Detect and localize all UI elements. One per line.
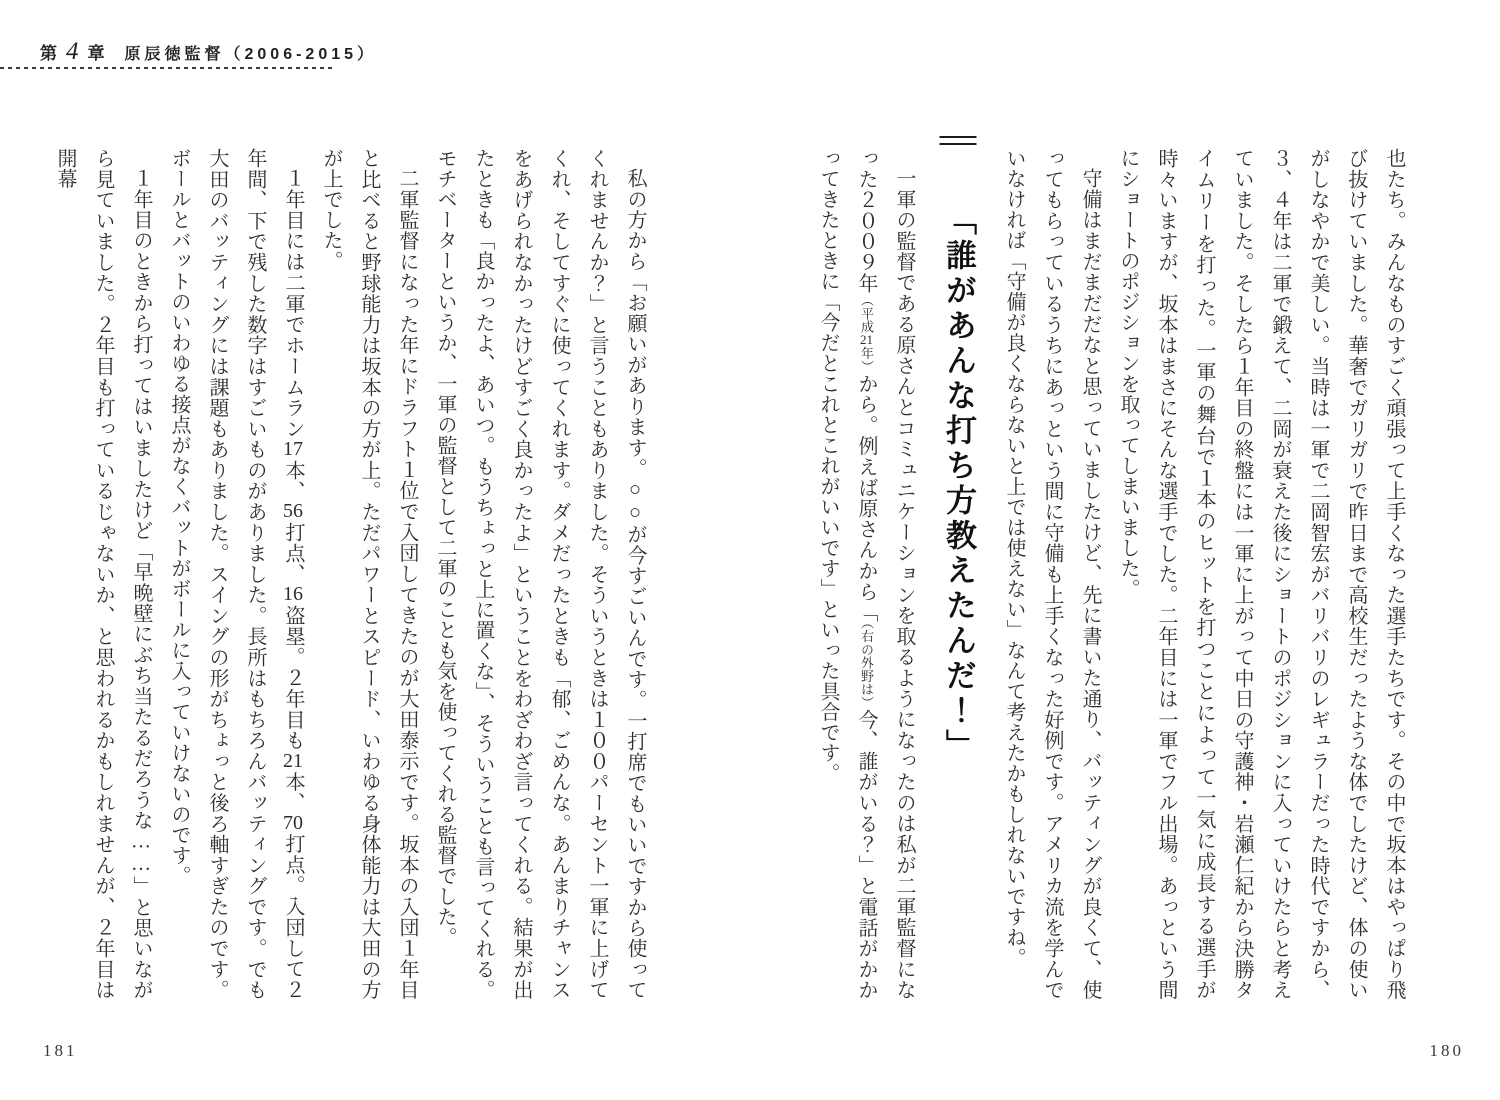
text-run: 本、: [282, 459, 304, 502]
tcy-number: 70: [283, 813, 303, 834]
section-heading-text: 「誰があんな打ち方教えたんだ！」: [941, 204, 976, 764]
text-run: 盗塁。２年目も: [282, 604, 304, 751]
text-run: 守備はまだまだだなと思っていましたけど、先に書いた通り、バッティングが良くて、使ってもらっているうちにあっという間に守備も上手くなった好例です。アメリカ流を学んでいなければ「守備が良くならないと上では使えない」なんて考えたかもしれないですね。: [1003, 148, 1101, 1000]
section-heading: [935, 148, 981, 1000]
inline-note: （平成: [859, 293, 874, 334]
right-page-text-block: [817, 148, 1413, 1001]
chapter-number: 4: [66, 38, 79, 65]
text-run: 打点、: [282, 521, 304, 585]
text-run: 也たち。みんなものすごく頑張って上手くなった選手たちです。その中で坂本はやっぱり飛び抜けていました。華奢でガリガリで昨日まで高校生だったような体でしたけど、体の使いがしなやかで美しい。当時は一軍で二岡智宏がバリバリのレギュラーだった時代ですから、３、４年は二軍で鍛えて、二岡が衰えた後にショートのポジションに入っていけたらと考えていました。そしたら１年目の終盤には一軍に上がって中日の守護神・岩瀬仁紀から決勝タイムリーを打った。一軍の舞台で１本のヒットを打つことによって一気に成長する選手が時々いますが、坂本はまさにそんな選手でした。二年目には一軍でフル出場。あっという間にショートのポジションを取ってしまいました。: [1117, 148, 1405, 1000]
text-run: から。例えば原さんから「: [855, 373, 877, 623]
paragraph: [312, 148, 426, 1000]
paragraph: [160, 148, 312, 1000]
paragraph: [995, 148, 1109, 1000]
chapter-suffix: 章: [87, 44, 105, 63]
text-run: １年目のときから打ってはいましたけど「早晩壁にぶち当たるだろうな……」と思いながら見ていました。２年目も打っているじゃないか、と思われるかもしれませんが、２年目は開幕: [54, 148, 152, 1000]
paragraph: [426, 148, 654, 1000]
paragraph: [46, 148, 160, 1000]
inline-note: 年）: [859, 346, 874, 374]
chapter-prefix: 第: [40, 44, 57, 63]
text-run: 本、: [282, 771, 304, 814]
text-run: 一軍の監督である原さんとコミュニケーションを取るようになったのは私が二軍監督になった２００９年: [855, 148, 915, 1000]
text-run: 打点。入団して２年間、下で残した数字はすごいものがありました。長所はもちろんバッティングです。でも大田のバッティングには課題もありました。スイングの形がちょっと後ろ軸すぎたのです。ボールとバットのいわゆる接点がなくバットがボールに入っていけないのです。: [168, 148, 304, 1000]
page-number-right: 180: [1429, 1041, 1464, 1060]
paragraph: [1109, 148, 1413, 1000]
tcy-number: 17: [283, 439, 303, 460]
text-run: １年目には二軍でホームラン: [282, 168, 304, 440]
header-dashed-rule: [0, 67, 334, 69]
text-run: 私の方から「お願いがあります。○○が今すごいんです。一打席でもいいですから使ってくれませんか？」と言うこともありました。そういうときは１００パーセント一軍に上げてくれ、そしてすぐに使ってくれます。ダメだったときも「郁、ごめんな。あんまりチャンスをあげられなかったけどすごく良かったよ」ということをわざわざ言ってくれる。結果が出たときも「良かったよ、あいつ。もうちょっと上に置くな」、そういうことも言ってくれる。モチベーターというか、一軍の監督として二軍のことも気を使ってくれる監督でした。: [434, 148, 646, 1000]
paragraph: [809, 148, 923, 1000]
inline-note: （右の外野は）: [859, 622, 874, 710]
tcy-number: 16: [283, 584, 303, 605]
page-number-left: 181: [43, 1041, 78, 1060]
tcy-number: 56: [283, 501, 303, 522]
chapter-title: 原辰徳監督（2006-2015）: [124, 46, 378, 63]
text-run: 二軍監督になった年にドラフト１位で入団してきたのが大田泰示です。坂本の入団１年目と比べると野球能力は坂本の方が上。ただパワーとスピード、いわゆる身体能力は大田の方が上でした。: [320, 148, 418, 1000]
heading-double-rule-ornament: [940, 136, 977, 145]
running-header: [40, 38, 377, 66]
left-page-text-block: [54, 148, 654, 1000]
tcy-number: 21: [860, 333, 873, 347]
tcy-number: 21: [283, 750, 303, 771]
text-run: 今、誰がいる？」と電話がかかってきたときに「今だとこれとこれがいいです」といった具合です。: [817, 148, 877, 1001]
